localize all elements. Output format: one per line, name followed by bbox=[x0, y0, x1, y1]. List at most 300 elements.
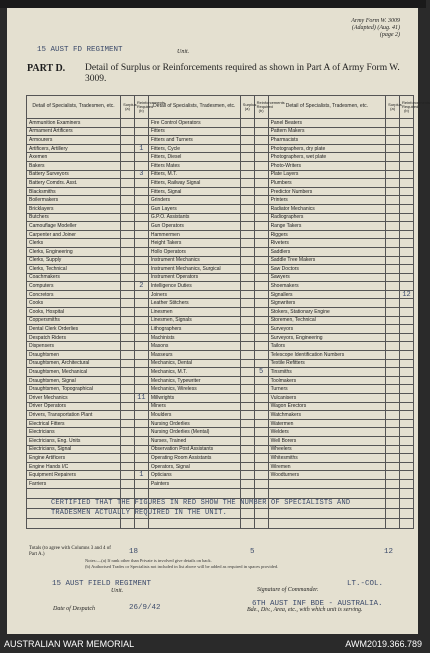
reinforcements-cell bbox=[134, 239, 148, 248]
surplus-cell bbox=[386, 127, 400, 136]
table-row bbox=[27, 402, 414, 411]
blank-cell bbox=[400, 518, 414, 528]
trade-cell: Battery Comdrs. Asst. bbox=[27, 179, 121, 188]
reinforcements-cell bbox=[400, 187, 414, 196]
trade-cell: Draughtsmen, Architectural bbox=[27, 359, 121, 368]
reinforcements-cell bbox=[254, 247, 268, 256]
reinforcements-cell bbox=[254, 282, 268, 291]
reinforcements-cell bbox=[134, 247, 148, 256]
reinforcements-cell bbox=[254, 445, 268, 454]
surplus-cell bbox=[121, 273, 135, 282]
reinforcements-cell bbox=[134, 136, 148, 145]
total-col3: 12 bbox=[384, 548, 394, 556]
trade-cell: Signallers bbox=[268, 290, 386, 299]
reinforcements-cell: 11 bbox=[134, 394, 148, 403]
table-row bbox=[27, 230, 414, 239]
trade-cell: Mechanics, M.T. bbox=[148, 368, 240, 377]
trade-cell: Dental Clerk Orderlies bbox=[27, 325, 121, 334]
surplus-cell bbox=[121, 445, 135, 454]
surplus-cell bbox=[121, 308, 135, 317]
trade-cell: Instrument Operators bbox=[148, 273, 240, 282]
surplus-cell bbox=[121, 290, 135, 299]
table-row bbox=[27, 179, 414, 188]
surplus-cell bbox=[240, 273, 254, 282]
scan-border-top bbox=[0, 0, 426, 8]
blank-cell bbox=[268, 518, 386, 528]
surplus-cell bbox=[240, 213, 254, 222]
trade-cell: Photographers, dry plate bbox=[268, 144, 386, 153]
table-row bbox=[27, 436, 414, 445]
trade-cell: Observation Post Assistants bbox=[148, 445, 240, 454]
trade-cell: Nursing Orderlies bbox=[148, 419, 240, 428]
col-header-reinf: Reinforcements Required (b) bbox=[254, 96, 268, 119]
trade-cell: Welders bbox=[268, 428, 386, 437]
trade-cell: Engine Artificers bbox=[27, 454, 121, 463]
surplus-cell bbox=[240, 161, 254, 170]
trade-cell: Farriers bbox=[27, 479, 121, 488]
reinforcements-cell bbox=[254, 376, 268, 385]
reinforcements-cell bbox=[254, 385, 268, 394]
reinforcements-cell bbox=[254, 325, 268, 334]
reinforcements-cell bbox=[254, 359, 268, 368]
reinforcements-cell bbox=[254, 290, 268, 299]
reinforcements-cell bbox=[254, 136, 268, 145]
surplus-cell bbox=[386, 213, 400, 222]
surplus-cell bbox=[386, 471, 400, 480]
reinforcements-cell bbox=[254, 402, 268, 411]
reinforcements-cell bbox=[134, 454, 148, 463]
reinforcements-cell bbox=[400, 368, 414, 377]
reinforcements-cell bbox=[134, 161, 148, 170]
table-row bbox=[27, 471, 414, 480]
table-row bbox=[27, 247, 414, 256]
reinforcements-cell bbox=[254, 196, 268, 205]
col-header-spec: Detail of Specialists, Tradesmen, etc. bbox=[268, 96, 386, 119]
surplus-cell bbox=[386, 428, 400, 437]
trade-cell: Photo-Writers bbox=[268, 161, 386, 170]
reinforcements-cell bbox=[134, 290, 148, 299]
trade-cell: Boilermakers bbox=[27, 196, 121, 205]
commander-unit: 15 AUST FIELD REGIMENT bbox=[52, 580, 152, 588]
reinforcements-cell bbox=[400, 204, 414, 213]
table-header-row bbox=[27, 96, 414, 119]
reinforcements-cell bbox=[400, 479, 414, 488]
surplus-cell bbox=[240, 230, 254, 239]
table-row bbox=[27, 342, 414, 351]
trade-cell: G.P.O. Assistants bbox=[148, 213, 240, 222]
reinforcements-cell bbox=[134, 333, 148, 342]
part-heading: Detail of Surplus or Reinforcements required as shown in Part A of Army Form W. 3009. bbox=[85, 63, 400, 84]
trade-cell: Watermen bbox=[268, 419, 386, 428]
trade-cell: Shoemakers bbox=[268, 282, 386, 291]
surplus-cell bbox=[121, 471, 135, 480]
reinforcements-cell bbox=[400, 273, 414, 282]
reinforcements-cell bbox=[400, 127, 414, 136]
reinforcements-cell bbox=[400, 411, 414, 420]
reinforcements-cell bbox=[254, 127, 268, 136]
surplus-cell bbox=[386, 136, 400, 145]
trade-cell: Fitters, Railway Signal bbox=[148, 179, 240, 188]
surplus-cell bbox=[240, 308, 254, 317]
trade-cell: Stokers, Stationary Engine bbox=[268, 308, 386, 317]
reinforcements-cell bbox=[134, 213, 148, 222]
trade-cell: Fitters and Turners bbox=[148, 136, 240, 145]
blank-cell bbox=[386, 488, 400, 498]
trade-cell: Blacksmiths bbox=[27, 187, 121, 196]
surplus-cell bbox=[386, 359, 400, 368]
table-row bbox=[27, 282, 414, 291]
trade-cell: Panel Beaters bbox=[268, 119, 386, 128]
trade-cell: Concretors bbox=[27, 290, 121, 299]
part-title: PART D. bbox=[27, 63, 66, 74]
trade-cell: Pattern Makers bbox=[268, 127, 386, 136]
trade-cell: Painters bbox=[148, 479, 240, 488]
table-row bbox=[27, 204, 414, 213]
table-row bbox=[27, 170, 414, 179]
trade-cell: Sawyers bbox=[268, 273, 386, 282]
reinforcements-cell bbox=[134, 385, 148, 394]
table-row bbox=[27, 222, 414, 231]
despatch-date: 26/9/42 bbox=[129, 604, 161, 612]
surplus-cell bbox=[121, 256, 135, 265]
surplus-cell bbox=[121, 411, 135, 420]
reinforcements-cell bbox=[134, 419, 148, 428]
table-row bbox=[27, 428, 414, 437]
form-ref-line: (page 2) bbox=[379, 32, 400, 38]
brigade-label: Bde., Div., Area, etc., with which unit is serving. bbox=[247, 607, 363, 613]
form-sheet bbox=[7, 8, 430, 634]
reinforcements-cell bbox=[254, 411, 268, 420]
table-row bbox=[27, 385, 414, 394]
reinforcements-cell bbox=[134, 204, 148, 213]
trade-cell: Turners bbox=[268, 385, 386, 394]
form-reference bbox=[351, 18, 400, 39]
trade-cell: Clerks, Technical bbox=[27, 265, 121, 274]
reinforcements-cell bbox=[254, 454, 268, 463]
reinforcements-cell bbox=[400, 230, 414, 239]
table-row bbox=[27, 316, 414, 325]
reinforcements-cell bbox=[134, 153, 148, 162]
col-header-spec: Detail of Specialists, Tradesmen, etc. bbox=[148, 96, 240, 119]
reinforcements-cell: 12 bbox=[400, 290, 414, 299]
total-col2: 5 bbox=[250, 548, 255, 556]
surplus-cell bbox=[121, 428, 135, 437]
surplus-cell bbox=[240, 359, 254, 368]
surplus-cell bbox=[386, 308, 400, 317]
table-row bbox=[27, 479, 414, 488]
reinforcements-cell bbox=[400, 376, 414, 385]
table-row bbox=[27, 462, 414, 471]
trade-cell: Masons bbox=[148, 342, 240, 351]
surplus-cell bbox=[386, 119, 400, 128]
reinforcements-cell bbox=[134, 196, 148, 205]
trade-cell: Wagon Erectors bbox=[268, 402, 386, 411]
col-header-surplus: Surplus (a) bbox=[240, 96, 254, 119]
surplus-cell bbox=[386, 316, 400, 325]
trade-cell: Grinders bbox=[148, 196, 240, 205]
table-row bbox=[27, 273, 414, 282]
surplus-cell bbox=[121, 402, 135, 411]
table-row bbox=[27, 376, 414, 385]
table-row bbox=[27, 265, 414, 274]
reinforcements-cell bbox=[134, 222, 148, 231]
trade-cell: Carpenter and Joiner bbox=[27, 230, 121, 239]
reinforcements-cell bbox=[400, 136, 414, 145]
reinforcements-cell bbox=[254, 471, 268, 480]
surplus-cell bbox=[240, 479, 254, 488]
trade-cell: Watchmakers bbox=[268, 411, 386, 420]
trade-cell: Surveyors, Engineering bbox=[268, 333, 386, 342]
surplus-cell bbox=[386, 239, 400, 248]
reinforcements-cell bbox=[400, 325, 414, 334]
surplus-cell bbox=[240, 454, 254, 463]
reinforcements-cell bbox=[400, 471, 414, 480]
surplus-cell bbox=[121, 230, 135, 239]
reinforcements-cell bbox=[254, 462, 268, 471]
trade-cell: Fitters, M.T. bbox=[148, 170, 240, 179]
surplus-cell bbox=[121, 119, 135, 128]
table-row bbox=[27, 290, 414, 299]
surplus-cell bbox=[386, 247, 400, 256]
note-line: Notes:—(a) If rank other than Private is involved give details on back. bbox=[85, 558, 212, 563]
surplus-cell bbox=[121, 187, 135, 196]
surplus-cell bbox=[240, 196, 254, 205]
reinforcements-cell bbox=[254, 394, 268, 403]
surplus-cell bbox=[240, 376, 254, 385]
surplus-cell bbox=[386, 290, 400, 299]
surplus-cell bbox=[386, 342, 400, 351]
surplus-cell bbox=[240, 325, 254, 334]
surplus-cell bbox=[121, 196, 135, 205]
table-row bbox=[27, 127, 414, 136]
reinforcements-cell bbox=[134, 119, 148, 128]
surplus-cell bbox=[240, 247, 254, 256]
surplus-cell bbox=[121, 368, 135, 377]
trade-cell: Saddle Tree Makers bbox=[268, 256, 386, 265]
trade-cell: Riveters bbox=[268, 239, 386, 248]
col-header-surplus: Surplus (a) bbox=[386, 96, 400, 119]
surplus-cell bbox=[240, 144, 254, 153]
table-row bbox=[27, 333, 414, 342]
surplus-cell bbox=[240, 265, 254, 274]
reinforcements-cell bbox=[400, 316, 414, 325]
blank-cell bbox=[27, 488, 121, 498]
col-header-spec: Detail of Specialists, Tradesmen, etc. bbox=[27, 96, 121, 119]
trade-cell: Driver Operators bbox=[27, 402, 121, 411]
surplus-cell bbox=[386, 144, 400, 153]
trade-cell: Operating Room Assistants bbox=[148, 454, 240, 463]
table-row bbox=[27, 411, 414, 420]
trade-cell: Nurses, Trained bbox=[148, 436, 240, 445]
trade-cell: Vulcanisers bbox=[268, 394, 386, 403]
reinforcements-cell bbox=[134, 127, 148, 136]
trade-cell: Tinsmiths bbox=[268, 368, 386, 377]
surplus-cell bbox=[240, 136, 254, 145]
trade-cell: Dispensers bbox=[27, 342, 121, 351]
reinforcements-cell bbox=[134, 342, 148, 351]
trade-cell: Cooks, Hospital bbox=[27, 308, 121, 317]
surplus-cell bbox=[386, 445, 400, 454]
blank-row bbox=[27, 518, 414, 528]
reinforcements-cell bbox=[134, 316, 148, 325]
surplus-cell bbox=[386, 282, 400, 291]
surplus-cell bbox=[386, 351, 400, 360]
trade-cell: Clerks bbox=[27, 239, 121, 248]
reinforcements-cell bbox=[134, 445, 148, 454]
surplus-cell bbox=[386, 333, 400, 342]
form-ref-line: (Adapted) (Aug. 41) bbox=[351, 25, 400, 31]
surplus-cell bbox=[240, 119, 254, 128]
reinforcements-cell bbox=[134, 479, 148, 488]
trade-cell: Telescope Identification Numbers bbox=[268, 351, 386, 360]
trade-cell: Draughtsmen, Signal bbox=[27, 376, 121, 385]
trade-cell: Fitters bbox=[148, 127, 240, 136]
reinforcements-cell bbox=[254, 256, 268, 265]
table-row bbox=[27, 299, 414, 308]
reinforcements-cell: 2 bbox=[134, 282, 148, 291]
table-row bbox=[27, 394, 414, 403]
reinforcements-cell bbox=[254, 265, 268, 274]
trade-cell: Butchers bbox=[27, 213, 121, 222]
surplus-cell bbox=[386, 454, 400, 463]
reinforcements-cell bbox=[400, 333, 414, 342]
reinforcements-cell bbox=[134, 230, 148, 239]
reinforcements-cell bbox=[400, 265, 414, 274]
reinforcements-cell: 1 bbox=[134, 471, 148, 480]
reinforcements-cell bbox=[254, 153, 268, 162]
reinforcements-cell bbox=[254, 187, 268, 196]
surplus-cell bbox=[240, 342, 254, 351]
surplus-cell bbox=[240, 153, 254, 162]
totals-label: Totals (to agree with Columns 3 and 4 of Part A.) bbox=[29, 546, 111, 557]
trade-cell: Draughtsmen, Mechanical bbox=[27, 368, 121, 377]
reinforcements-cell bbox=[134, 368, 148, 377]
trade-cell: Masseurs bbox=[148, 351, 240, 360]
reinforcements-cell bbox=[254, 308, 268, 317]
trade-cell: Despatch Riders bbox=[27, 333, 121, 342]
reinforcements-cell bbox=[254, 161, 268, 170]
trade-cell: Equipment Repairers bbox=[27, 471, 121, 480]
reinforcements-cell bbox=[254, 170, 268, 179]
reinforcements-cell bbox=[400, 213, 414, 222]
surplus-cell bbox=[240, 333, 254, 342]
table-row bbox=[27, 445, 414, 454]
surplus-cell bbox=[121, 376, 135, 385]
surplus-cell bbox=[240, 316, 254, 325]
trade-cell: Instrument Mechanics, Surgical bbox=[148, 265, 240, 274]
table-row bbox=[27, 308, 414, 317]
unit-typed: 15 AUST FD REGIMENT bbox=[37, 46, 123, 54]
surplus-cell bbox=[240, 204, 254, 213]
reinforcements-cell bbox=[400, 308, 414, 317]
surplus-cell bbox=[240, 170, 254, 179]
trade-cell: Coachmakers bbox=[27, 273, 121, 282]
trade-cell: Woodturners bbox=[268, 471, 386, 480]
reinforcements-cell bbox=[254, 213, 268, 222]
table-row bbox=[27, 454, 414, 463]
table-row bbox=[27, 153, 414, 162]
trade-cell: Clerks, Supply bbox=[27, 256, 121, 265]
trade-cell: Leather Stitchers bbox=[148, 299, 240, 308]
surplus-cell bbox=[121, 179, 135, 188]
surplus-cell bbox=[386, 273, 400, 282]
reinforcements-cell bbox=[254, 230, 268, 239]
surplus-cell bbox=[121, 222, 135, 231]
trade-cell: Hammermen bbox=[148, 230, 240, 239]
surplus-cell bbox=[121, 204, 135, 213]
surplus-cell bbox=[121, 333, 135, 342]
trade-cell: Gun Operators bbox=[148, 222, 240, 231]
trade-cell: Whitesmiths bbox=[268, 454, 386, 463]
trade-cell: Well Borers bbox=[268, 436, 386, 445]
note-line: (b) Authorised Trades or Specialists not included in list above will be added as required in spaces provided. bbox=[85, 564, 279, 569]
trade-cell: Computers bbox=[27, 282, 121, 291]
surplus-cell bbox=[240, 471, 254, 480]
reinforcements-cell bbox=[400, 153, 414, 162]
surplus-cell bbox=[386, 462, 400, 471]
trade-cell: Engine Hands I/C bbox=[27, 462, 121, 471]
trade-cell: Pharmacists bbox=[268, 136, 386, 145]
trade-cell: Battery Surveyors bbox=[27, 170, 121, 179]
trade-cell: Plate Layers bbox=[268, 170, 386, 179]
trade-cell: Machinists bbox=[148, 333, 240, 342]
reinforcements-cell bbox=[254, 351, 268, 360]
reinforcements-cell bbox=[400, 256, 414, 265]
reinforcements-cell bbox=[254, 428, 268, 437]
trade-cell: Storemen, Technical bbox=[268, 316, 386, 325]
trade-cell: Radiator Mechanics bbox=[268, 204, 386, 213]
trade-cell: Range Takers bbox=[268, 222, 386, 231]
surplus-cell bbox=[121, 161, 135, 170]
table-row bbox=[27, 187, 414, 196]
reinforcements-cell bbox=[134, 359, 148, 368]
trade-cell: Predictor Numbers bbox=[268, 187, 386, 196]
reinforcements-cell bbox=[134, 273, 148, 282]
reinforcements-cell bbox=[254, 316, 268, 325]
blank-cell bbox=[27, 518, 121, 528]
trade-cell: Bakers bbox=[27, 161, 121, 170]
trade-cell: Saw Doctors bbox=[268, 265, 386, 274]
reinforcements-cell bbox=[254, 144, 268, 153]
total-col1: 18 bbox=[129, 548, 139, 556]
trade-cell: Coppersmiths bbox=[27, 316, 121, 325]
surplus-cell bbox=[121, 265, 135, 274]
reinforcements-cell bbox=[254, 479, 268, 488]
trade-cell: Draughtsmen bbox=[27, 351, 121, 360]
reinforcements-cell bbox=[134, 436, 148, 445]
surplus-cell bbox=[121, 342, 135, 351]
surplus-cell bbox=[121, 136, 135, 145]
trade-cell: Nursing Orderlies (Mental) bbox=[148, 428, 240, 437]
trade-cell: Fitters, Signal bbox=[148, 187, 240, 196]
trade-cell: Photographers, wet plate bbox=[268, 153, 386, 162]
reinforcements-cell bbox=[400, 428, 414, 437]
reinforcements-cell bbox=[400, 385, 414, 394]
footer-accession-id: AWM2019.366.789 bbox=[345, 639, 422, 649]
trade-cell: Gun Layers bbox=[148, 204, 240, 213]
trade-cell: Mechanics, Typewriter bbox=[148, 376, 240, 385]
surplus-cell bbox=[121, 153, 135, 162]
table-row bbox=[27, 368, 414, 377]
table-row bbox=[27, 213, 414, 222]
reinforcements-cell: 3 bbox=[134, 170, 148, 179]
surplus-cell bbox=[121, 385, 135, 394]
surplus-cell bbox=[240, 445, 254, 454]
table-row bbox=[27, 144, 414, 153]
blank-cell bbox=[254, 488, 268, 498]
reinforcements-cell bbox=[400, 454, 414, 463]
surplus-cell bbox=[386, 419, 400, 428]
